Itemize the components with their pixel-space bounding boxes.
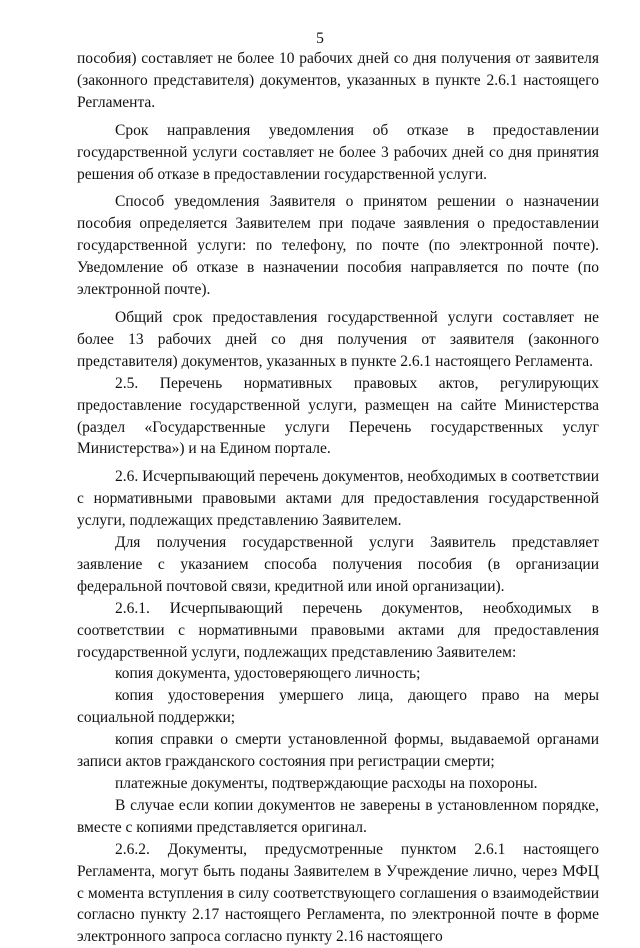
page-number: 5 [316, 30, 324, 47]
paragraph: 2.6. Исчерпывающий перечень документов, необходимых в соответствии с нормативными правовыми актами для предоставления государственной услуги, подлежащих представлению Заявителем. [77, 468, 599, 530]
document-body [77, 48, 599, 948]
paragraph: В случае если копии документов не заверены в установленном порядке, вместе с копиями представляется оригинал. [77, 796, 599, 836]
paragraph: 2.6.2. Документы, предусмотренные пунктом 2.6.1 настоящего Регламента, могут быть поданы Заявителем в Учреждение лично, через МФЦ с момента вступления в силу соответствующего соглашения о взаимодействии согласно пункту 2.17 настоящего Регламента, по электронной почте в форме электронного запроса согласно пункту 2.16 настоящего [77, 840, 599, 946]
paragraph: 2.5. Перечень нормативных правовых актов, регулирующих предоставление государственной услуги, размещен на сайте Министерства (раздел «Государственные услуги Перечень государственных услуг Министерства») и на Едином портале. [77, 374, 599, 458]
paragraph: Общий срок предоставления государственной услуги составляет не более 13 рабочих дней со дня получения от заявителя (законного представителя) документов, указанных в пункте 2.6.1 настоящего Регламента. [77, 308, 599, 370]
paragraph: 2.6.1. Исчерпывающий перечень документов, необходимых в соответствии с нормативными правовыми актами для предоставления государственной услуги, подлежащих представлению Заявителем: [77, 599, 599, 661]
list-item: копия документа, удостоверяющего личность; [115, 665, 421, 683]
paragraph: Способ уведомления Заявителя о принятом решении о назначении пособия определяется Заявителем при подаче заявления о предоставлении государственной услуги: по телефону, по почте (по электронной почте). Уведомление об отказе в назначении пособия направляется по почте (по электронной почте). [77, 193, 599, 299]
paragraph: Для получения государственной услуги Заявитель представляет заявление с указанием способа получения пособия (в организации федеральной почтовой связи, кредитной или иной организации). [77, 534, 599, 595]
paragraph: пособия) составляет не более 10 рабочих дней со дня получения от заявителя (законного представителя) документов, указанных в пункте 2.6.1 настоящего Регламента. [77, 50, 599, 111]
list-item: копия удостоверения умершего лица, дающего право на меры социальной поддержки; [77, 687, 599, 727]
paragraph: Срок направления уведомления об отказе в предоставлении государственной услуги составляет не более 3 рабочих дней со дня принятия решения об отказе в предоставлении государственной услуги. [77, 121, 599, 183]
list-item: платежные документы, подтверждающие расходы на похороны. [115, 775, 538, 792]
list-item: копия справки о смерти установленной формы, выдаваемой органами записи актов гражданского состояния при регистрации смерти; [77, 731, 599, 771]
